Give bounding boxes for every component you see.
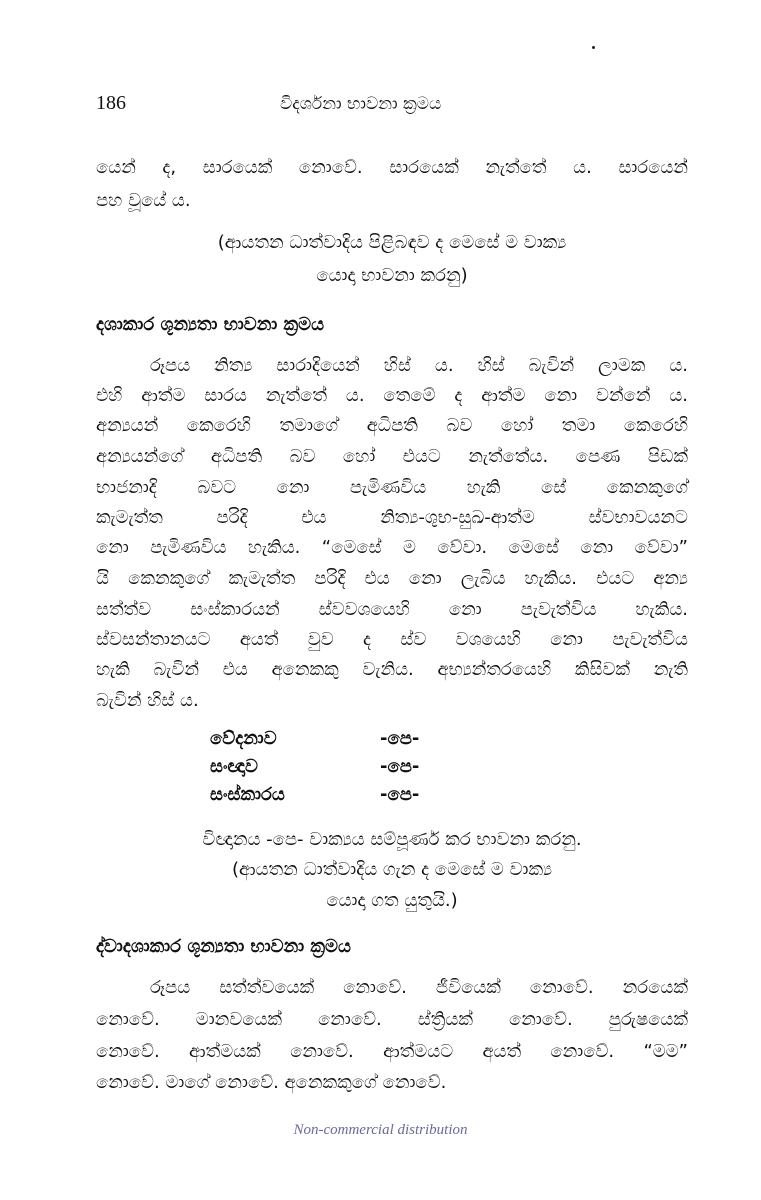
body-line: පහ වූයේ ය. [96,190,191,211]
footer-note: Non-commercial distribution [293,1122,468,1138]
khandha-pe: -පෙ- [380,756,420,777]
section-heading: ද්වාදශාකාර ශූන්‍යතා භාවනා ක්‍රමය [96,936,351,957]
body-line: නොවේ. ආත්මයක් නොවේ. ආත්මයට අයත් නොවේ. “මම” [96,1041,688,1062]
body-line: නො පැමිණවිය හැකිය. “මෙසේ ම වේවා. මෙසේ නො වේවා” [96,537,688,558]
note-line: යොදා ගත යුතුයි.) [326,890,458,911]
khandha-pe: -පෙ- [380,784,420,805]
body-line: එහි ආත්ම සාරය නැත්තේ ය. තෙමේ ද ආත්ම නො වන්නේ ය. [96,385,688,406]
body-line: කැමැත්ත පරිදි එය නිත්‍ය-ශුභ-සුඛ-ආත්ම ස්වභාවයනට [96,507,688,528]
body-line: යි කෙනකුගේ කැමැත්ත පරිදි එය නො ලැබිය හැකිය. එයට අන්‍ය [96,568,688,589]
khandha-name: සංස්කාරය [210,784,285,805]
speck-mark [592,46,595,49]
body-line: නොවේ. මාගේ නොවේ. අනෙකකුගේ නොවේ. [96,1072,447,1093]
page-number: 186 [96,92,126,114]
closing-line: විඥානය -පෙ- වාක්‍යය සම්පූර්ණ කර භාවනා කරනු. [202,829,582,850]
khandha-name: සංඥාව [210,756,258,777]
section-heading: දශාකාර ශූන්‍යතා භාවනා ක්‍රමය [96,314,325,335]
khandha-row [210,752,419,782]
body-line: හැකි බැවින් එය අනෙකකු වැනිය. අභ්‍යන්තරයෙහි කිසිවක් නැති [96,659,688,680]
body-line: අන්‍යයන් කෙරෙහි තමාගේ අධිපති බව හෝ තමා කෙරෙහි [96,415,688,436]
body-line: රූපය නිත්‍ය සාරාදියෙන් හිස් ය. හිස් බැවින් ලාමක ය. [150,355,688,376]
running-title: විදර්ශනා භාවනා ක්‍රමය [280,94,442,114]
khandha-name: වේදනාව [210,728,277,749]
body-line: අන්‍යයන්ගේ අධිපති බව හෝ එයට නැත්තේය. පෙණ පිඩක් [96,446,688,467]
khandha-pe: -පෙ- [380,728,420,749]
body-line: බැවින් හිස් ය. [96,690,199,711]
note-line: යොදා භාවනා කරනු) [316,265,468,286]
body-line: නොවේ. මානවයෙක් නොවේ. ස්ත්‍රියක් නොවේ. පුරුෂයෙක් [96,1009,688,1030]
body-line: ස්වසන්තානයට අයත් වුව ද ස්ව වශයෙහි නො පැවැත්විය [96,629,688,650]
body-line: රූපය සත්ත්වයෙක් නොවේ. ජීවියෙක් නොවේ. නරයෙක් [150,977,688,998]
note-line: (ආයතන ධාත්වාදිය පිළිබඳව ද මෙසේ ම වාක්‍ය [217,232,567,253]
khandha-row [210,780,419,810]
khandha-row [210,724,419,754]
note-line: (ආයතන ධාත්වාදිය ගැන ද මෙසේ ම වාක්‍ය [231,859,553,880]
body-line: සත්ත්ව සංස්කාරයන් ස්වවශයෙහි නො පැවැත්විය හැකිය. [96,599,688,620]
body-line: යෙන් ද, සාරයෙක් නොවේ. සාරයෙක් නැත්තේ ය. සාරයෙන් [96,157,688,178]
body-line: භාජනාදි බවට නො පැමිණවිය හැකි සේ කෙනකුගේ [96,477,688,498]
